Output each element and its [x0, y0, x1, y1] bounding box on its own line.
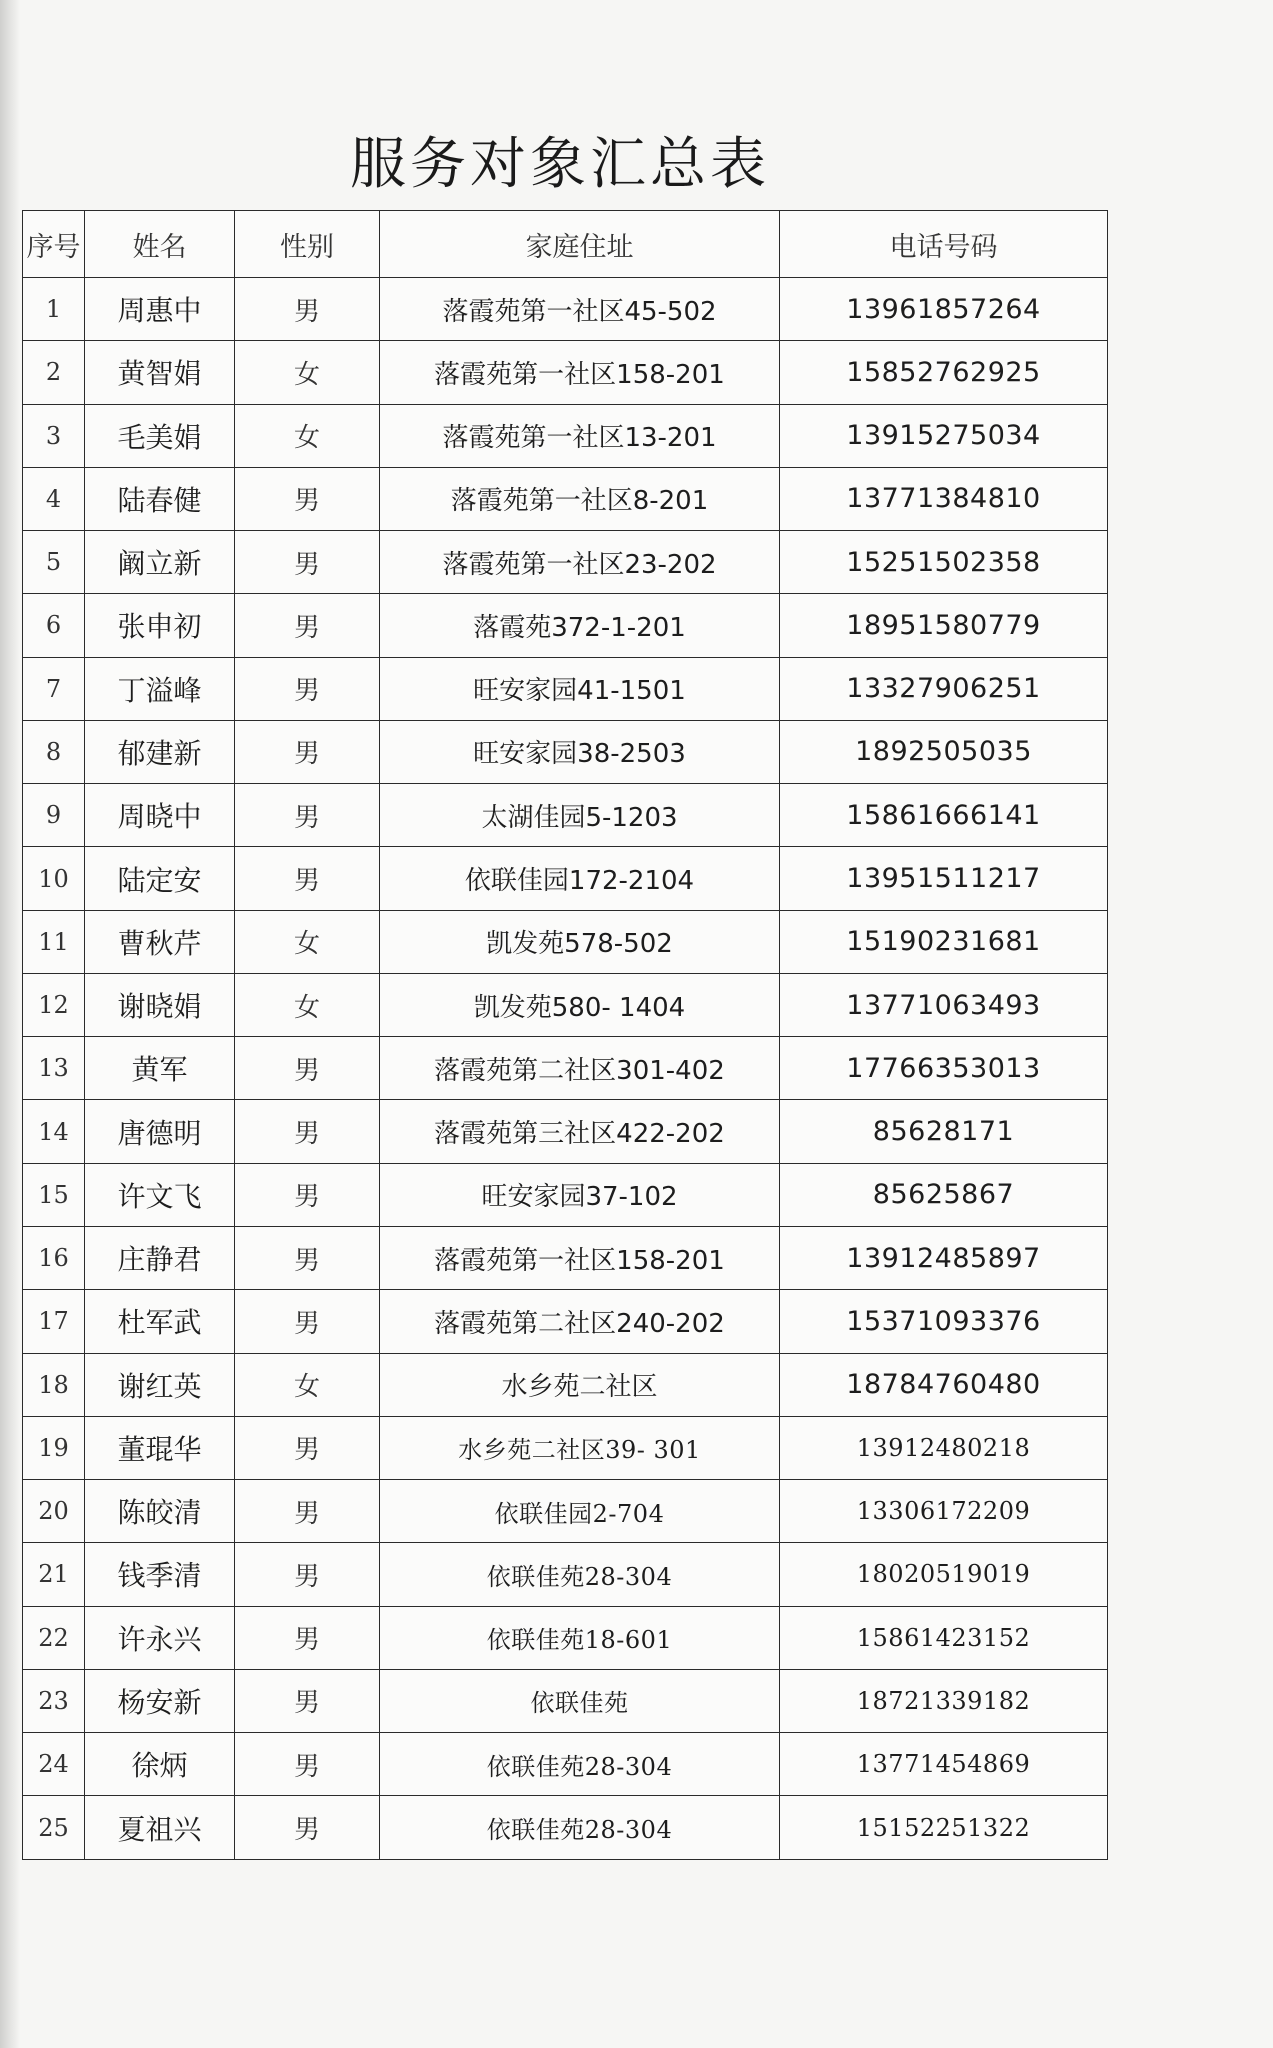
cell-address: 落霞苑第一社区158-201 — [380, 1226, 780, 1289]
cell-no: 10 — [23, 847, 85, 910]
cell-sex: 男 — [235, 1796, 380, 1860]
table-row — [23, 1796, 1108, 1860]
cell-sex: 男 — [235, 594, 380, 657]
table-row — [23, 594, 1108, 657]
cell-sex: 男 — [235, 278, 380, 341]
cell-name: 唐德明 — [85, 1100, 235, 1163]
cell-no: 9 — [23, 784, 85, 847]
cell-address: 落霞苑第一社区13-201 — [380, 404, 780, 467]
cell-no: 4 — [23, 467, 85, 530]
cell-name: 黄军 — [85, 1037, 235, 1100]
cell-no: 7 — [23, 657, 85, 720]
cell-name: 张申初 — [85, 594, 235, 657]
cell-phone: 18784760480 — [780, 1353, 1108, 1416]
cell-no: 1 — [23, 278, 85, 341]
cell-address: 落霞苑第二社区301-402 — [380, 1037, 780, 1100]
table-row — [23, 1037, 1108, 1100]
cell-phone: 15861666141 — [780, 784, 1108, 847]
cell-phone: 13771384810 — [780, 467, 1108, 530]
cell-phone: 13951511217 — [780, 847, 1108, 910]
cell-no: 13 — [23, 1037, 85, 1100]
cell-phone: 18951580779 — [780, 594, 1108, 657]
cell-sex: 女 — [235, 341, 380, 404]
cell-no: 15 — [23, 1163, 85, 1226]
cell-phone: 13771454869 — [780, 1733, 1108, 1796]
cell-phone: 17766353013 — [780, 1037, 1108, 1100]
cell-no: 2 — [23, 341, 85, 404]
cell-phone: 1892505035 — [780, 720, 1108, 783]
cell-name: 周惠中 — [85, 278, 235, 341]
cell-sex: 男 — [235, 1669, 380, 1732]
cell-name: 丁溢峰 — [85, 657, 235, 720]
cell-sex: 男 — [235, 1733, 380, 1796]
cell-no: 6 — [23, 594, 85, 657]
cell-no: 16 — [23, 1226, 85, 1289]
cell-sex: 男 — [235, 657, 380, 720]
cell-sex: 男 — [235, 1606, 380, 1669]
cell-address: 凯发苑580- 1404 — [380, 973, 780, 1036]
cell-phone: 18020519019 — [780, 1543, 1108, 1606]
cell-name: 钱季清 — [85, 1543, 235, 1606]
page-title: 服务对象汇总表 — [350, 132, 770, 197]
cell-sex: 男 — [235, 1163, 380, 1226]
cell-phone: 15371093376 — [780, 1290, 1108, 1353]
header-no: 序号 — [23, 211, 85, 278]
cell-name: 谢晓娟 — [85, 973, 235, 1036]
cell-address: 落霞苑第一社区23-202 — [380, 531, 780, 594]
cell-phone: 13327906251 — [780, 657, 1108, 720]
cell-address: 依联佳苑28-304 — [380, 1733, 780, 1796]
cell-address: 依联佳园2-704 — [380, 1480, 780, 1543]
cell-address: 太湖佳园5-1203 — [380, 784, 780, 847]
table-row — [23, 1290, 1108, 1353]
cell-sex: 女 — [235, 1353, 380, 1416]
cell-phone: 13306172209 — [780, 1480, 1108, 1543]
cell-name: 陈皎清 — [85, 1480, 235, 1543]
cell-no: 20 — [23, 1480, 85, 1543]
table-row — [23, 1100, 1108, 1163]
cell-no: 25 — [23, 1796, 85, 1860]
cell-no: 11 — [23, 910, 85, 973]
cell-phone: 85628171 — [780, 1100, 1108, 1163]
cell-phone: 13771063493 — [780, 973, 1108, 1036]
cell-sex: 男 — [235, 1226, 380, 1289]
cell-no: 21 — [23, 1543, 85, 1606]
cell-address: 落霞苑第一社区45-502 — [380, 278, 780, 341]
cell-no: 23 — [23, 1669, 85, 1732]
cell-address: 依联佳园172-2104 — [380, 847, 780, 910]
cell-name: 陆春健 — [85, 467, 235, 530]
cell-name: 黄智娟 — [85, 341, 235, 404]
cell-phone: 13912485897 — [780, 1226, 1108, 1289]
cell-address: 旺安家园37-102 — [380, 1163, 780, 1226]
cell-sex: 男 — [235, 1543, 380, 1606]
cell-phone: 18721339182 — [780, 1669, 1108, 1732]
cell-address: 旺安家园38-2503 — [380, 720, 780, 783]
cell-no: 24 — [23, 1733, 85, 1796]
cell-address: 落霞苑第二社区240-202 — [380, 1290, 780, 1353]
cell-address: 依联佳苑 — [380, 1669, 780, 1732]
cell-name: 郁建新 — [85, 720, 235, 783]
cell-phone: 13912480218 — [780, 1416, 1108, 1479]
cell-address: 依联佳苑28-304 — [380, 1796, 780, 1860]
cell-no: 18 — [23, 1353, 85, 1416]
header-address: 家庭住址 — [380, 211, 780, 278]
cell-name: 阚立新 — [85, 531, 235, 594]
cell-no: 22 — [23, 1606, 85, 1669]
header-phone: 电话号码 — [780, 211, 1108, 278]
cell-sex: 女 — [235, 910, 380, 973]
cell-sex: 男 — [235, 784, 380, 847]
cell-sex: 男 — [235, 531, 380, 594]
table-row — [23, 720, 1108, 783]
table-row — [23, 1163, 1108, 1226]
cell-address: 落霞苑第三社区422-202 — [380, 1100, 780, 1163]
cell-name: 曹秋芹 — [85, 910, 235, 973]
cell-name: 董琨华 — [85, 1416, 235, 1479]
cell-phone: 85625867 — [780, 1163, 1108, 1226]
table-row — [23, 404, 1108, 467]
table-row — [23, 467, 1108, 530]
cell-sex: 男 — [235, 1416, 380, 1479]
cell-name: 许文飞 — [85, 1163, 235, 1226]
cell-name: 杜军武 — [85, 1290, 235, 1353]
summary-table — [22, 210, 1108, 1860]
cell-no: 17 — [23, 1290, 85, 1353]
cell-address: 落霞苑第一社区8-201 — [380, 467, 780, 530]
cell-address: 依联佳苑18-601 — [380, 1606, 780, 1669]
cell-name: 徐炳 — [85, 1733, 235, 1796]
table-row — [23, 910, 1108, 973]
cell-no: 12 — [23, 973, 85, 1036]
table-row — [23, 784, 1108, 847]
table-row — [23, 1733, 1108, 1796]
table-row — [23, 1543, 1108, 1606]
cell-no: 3 — [23, 404, 85, 467]
cell-address: 凯发苑578-502 — [380, 910, 780, 973]
cell-phone: 13915275034 — [780, 404, 1108, 467]
cell-no: 19 — [23, 1416, 85, 1479]
cell-address: 水乡苑二社区 — [380, 1353, 780, 1416]
table-row — [23, 531, 1108, 594]
summary-table-container — [22, 210, 1107, 1860]
table-row — [23, 278, 1108, 341]
cell-phone: 15861423152 — [780, 1606, 1108, 1669]
cell-name: 毛美娟 — [85, 404, 235, 467]
cell-sex: 男 — [235, 847, 380, 910]
cell-no: 5 — [23, 531, 85, 594]
table-row — [23, 1606, 1108, 1669]
cell-phone: 13961857264 — [780, 278, 1108, 341]
table-row — [23, 1353, 1108, 1416]
cell-address: 水乡苑二社区39- 301 — [380, 1416, 780, 1479]
cell-name: 许永兴 — [85, 1606, 235, 1669]
cell-sex: 男 — [235, 1480, 380, 1543]
cell-no: 14 — [23, 1100, 85, 1163]
cell-address: 依联佳苑28-304 — [380, 1543, 780, 1606]
table-row — [23, 1669, 1108, 1732]
cell-sex: 女 — [235, 973, 380, 1036]
cell-sex: 女 — [235, 404, 380, 467]
cell-phone: 15251502358 — [780, 531, 1108, 594]
cell-sex: 男 — [235, 720, 380, 783]
cell-sex: 男 — [235, 1290, 380, 1353]
cell-name: 庄静君 — [85, 1226, 235, 1289]
cell-name: 杨安新 — [85, 1669, 235, 1732]
table-header-row — [23, 211, 1108, 278]
table-row — [23, 1416, 1108, 1479]
cell-address: 旺安家园41-1501 — [380, 657, 780, 720]
cell-name: 谢红英 — [85, 1353, 235, 1416]
cell-phone: 15152251322 — [780, 1796, 1108, 1860]
cell-phone: 15852762925 — [780, 341, 1108, 404]
table-row — [23, 847, 1108, 910]
cell-no: 8 — [23, 720, 85, 783]
cell-name: 夏祖兴 — [85, 1796, 235, 1860]
cell-address: 落霞苑第一社区158-201 — [380, 341, 780, 404]
cell-sex: 男 — [235, 1037, 380, 1100]
cell-sex: 男 — [235, 467, 380, 530]
header-name: 姓名 — [85, 211, 235, 278]
table-row — [23, 1226, 1108, 1289]
table-row — [23, 341, 1108, 404]
page-edge-shadow — [0, 0, 20, 2048]
table-row — [23, 657, 1108, 720]
table-row — [23, 1480, 1108, 1543]
cell-phone: 15190231681 — [780, 910, 1108, 973]
header-sex: 性别 — [235, 211, 380, 278]
cell-name: 陆定安 — [85, 847, 235, 910]
cell-sex: 男 — [235, 1100, 380, 1163]
table-row — [23, 973, 1108, 1036]
cell-name: 周晓中 — [85, 784, 235, 847]
cell-address: 落霞苑372-1-201 — [380, 594, 780, 657]
